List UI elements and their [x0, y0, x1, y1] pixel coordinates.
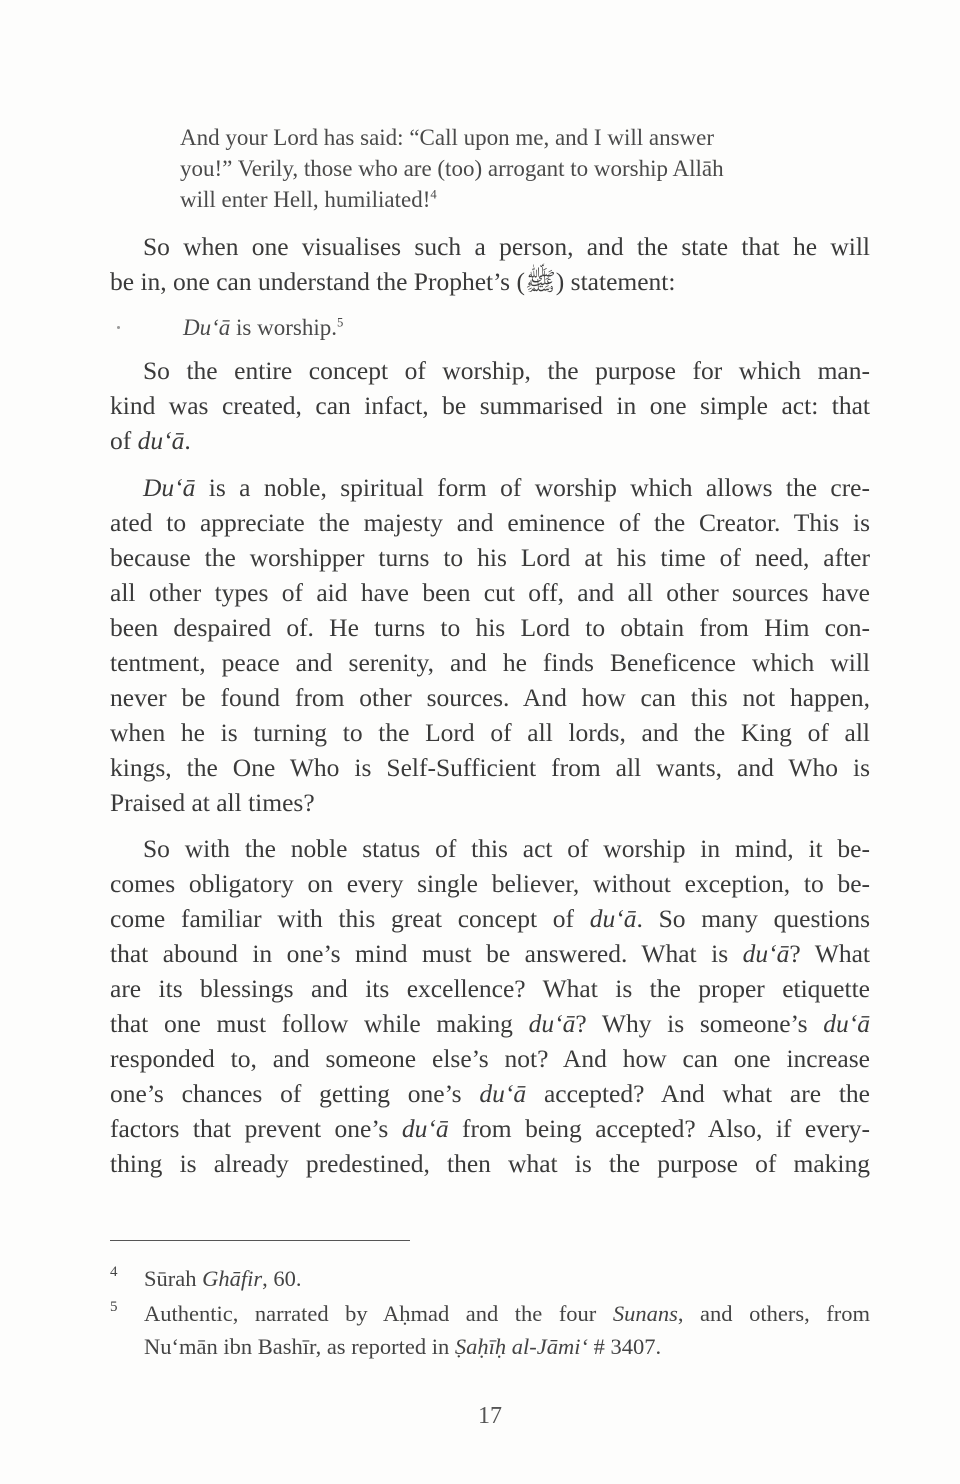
- footnote-text: Authentic, narrated by Aḥmad and the four Sunans, and others, from Nu‘mān ibn Bashīr, as reported in Ṣaḥīḥ al-Jāmi‘ # 3407.: [144, 1301, 870, 1359]
- footnote-ref[interactable]: 4: [430, 187, 437, 202]
- paragraph-line: be in, one can understand the Prophet’s (ﷺ) statement:: [110, 267, 676, 296]
- speck: [117, 326, 120, 329]
- page-number: 17: [478, 1403, 502, 1429]
- quran-quote: [180, 122, 830, 215]
- paragraph-line: that one must follow while making du‘ā? Why is someone’s du‘ā: [110, 1009, 870, 1038]
- quote-line: will enter Hell, humiliated!$^4$: [180, 187, 437, 212]
- quote-line: And your Lord has said: “Call upon me, and I will answer: [180, 125, 714, 150]
- hadith-quote: Du‘ā is worship.$^5$: [183, 315, 344, 340]
- paragraph-3: [110, 470, 870, 820]
- footnote-ref[interactable]: 5: [336, 315, 344, 330]
- paragraph-4: [110, 831, 870, 1181]
- paragraph-line: responded to, and someone else’s not? And how can one increase: [110, 1044, 870, 1073]
- paragraph-line: because the worshipper turns to his Lord at his time of need, after: [110, 543, 870, 572]
- paragraph-line: kings, the One Who is Self-Sufficient from all wants, and Who is: [110, 753, 870, 782]
- paragraph-line: factors that prevent one’s du‘ā from being accepted? Also, if every-: [110, 1114, 870, 1143]
- paragraph-line: all other types of aid have been cut off, and all other sources have: [110, 578, 870, 607]
- paragraph-line: when he is turning to the Lord of all lords, and the King of all: [110, 718, 870, 747]
- paragraph-line: Praised at all times?: [110, 788, 315, 817]
- paragraph-line: of du‘ā.: [110, 426, 191, 455]
- footnote-number: 5: [110, 1299, 118, 1315]
- paragraph-line: So the entire concept of worship, the purpose for which man-: [143, 356, 870, 385]
- paragraph-2: [110, 353, 870, 458]
- footnote-number: 4: [110, 1264, 118, 1280]
- footnote-text: Sūrah Ghāfir, 60.: [144, 1266, 302, 1291]
- paragraph-1: [110, 229, 870, 299]
- paragraph-line: comes obligatory on every single believer, without exception, to be-: [110, 869, 870, 898]
- paragraph-line: one’s chances of getting one’s du‘ā accepted? And what are the: [110, 1079, 870, 1108]
- paragraph-line: thing is already predestined, then what is the purpose of making: [110, 1149, 870, 1178]
- paragraph-line: So with the noble status of this act of worship in mind, it be-: [143, 834, 870, 863]
- paragraph-line: never be found from other sources. And how can this not happen,: [110, 683, 870, 712]
- footnote-divider: [110, 1240, 410, 1241]
- paragraph-line: been despaired of. He turns to his Lord to obtain from Him con-: [110, 613, 870, 642]
- paragraph-line: So when one visualises such a person, and the state that he will: [143, 232, 870, 261]
- paragraph-line: are its blessings and its excellence? What is the proper etiquette: [110, 974, 870, 1003]
- paragraph-line: kind was created, can infact, be summarised in one simple act: that: [110, 391, 870, 420]
- paragraph-line: Du‘ā is a noble, spiritual form of worship which allows the cre-: [143, 473, 870, 502]
- quote-line: you!” Verily, those who are (too) arrogant to worship Allāh: [180, 156, 724, 181]
- paragraph-line: come familiar with this great concept of du‘ā. So many questions: [110, 904, 870, 933]
- paragraph-line: that abound in one’s mind must be answered. What is du‘ā? What: [110, 939, 870, 968]
- italic-term: Du‘ā: [183, 315, 231, 340]
- paragraph-line: ated to appreciate the majesty and eminence of the Creator. This is: [110, 508, 870, 537]
- paragraph-line: tentment, peace and serenity, and he finds Beneficence which will: [110, 648, 870, 677]
